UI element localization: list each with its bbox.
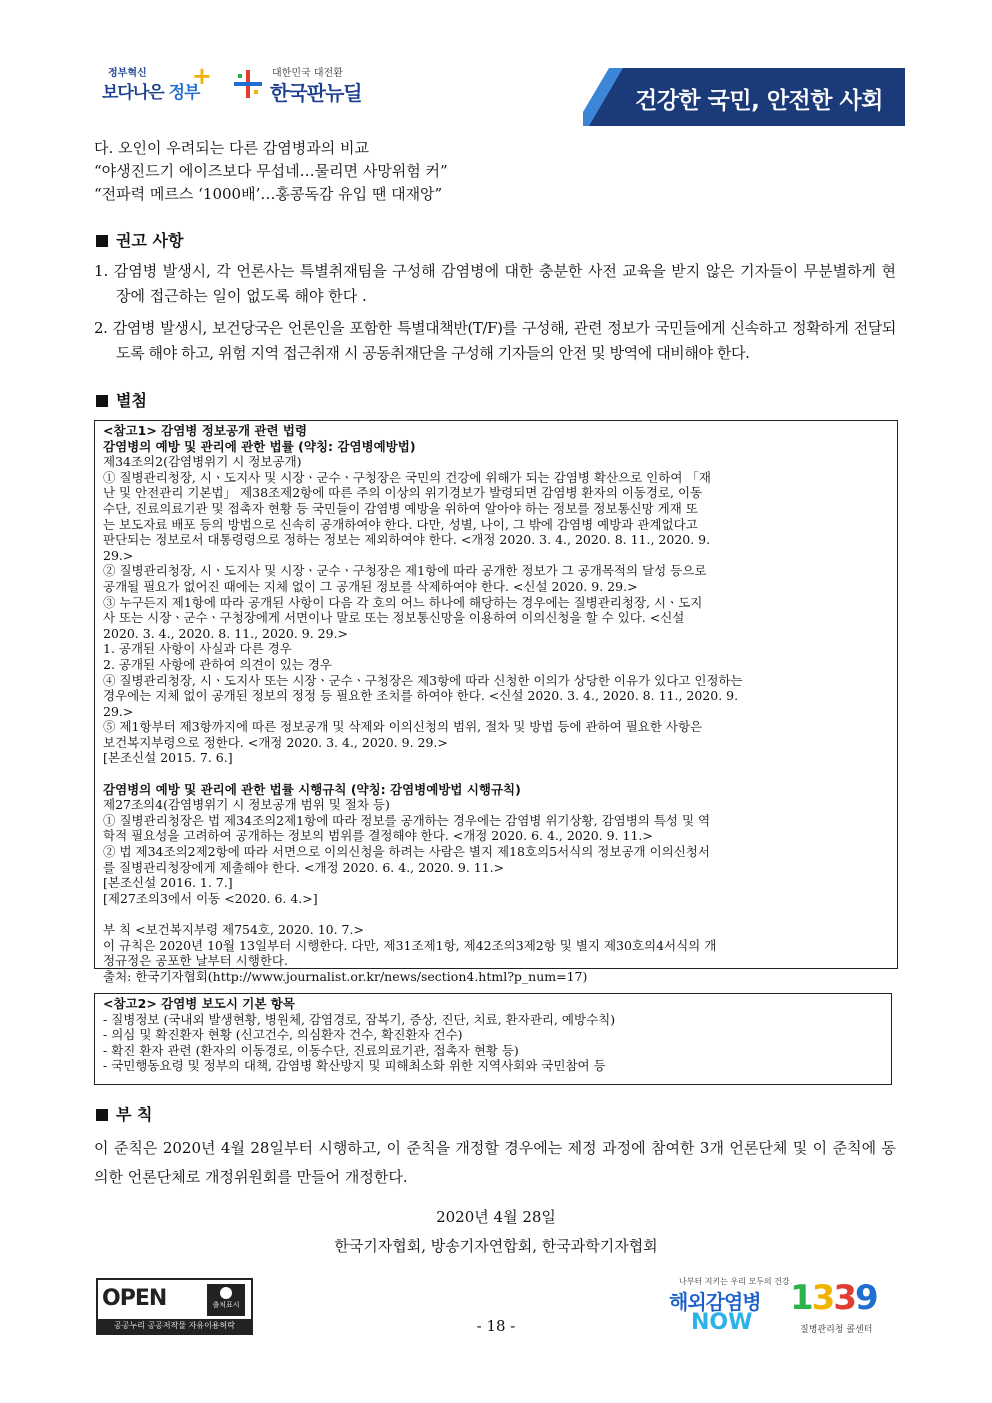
box2-line: - 확진 환자 관련 (환자의 이동경로, 이동수단, 진료의료기관, 접촉자 현황 등) — [103, 1042, 519, 1058]
section-title: 권고 사항 — [116, 231, 184, 250]
header-banner — [583, 68, 905, 126]
box1-line: 보건복지부령으로 정한다. <개정 2020. 3. 4., 2020. 9. 29.> — [103, 734, 448, 750]
korean-new-deal-logo — [232, 64, 382, 104]
box1-line: 정규정은 공포한 날부터 시행한다. — [103, 953, 288, 969]
box1-line: 부 칙 <보건복지부령 제754호, 2020. 10. 7.> — [103, 922, 364, 937]
recommend-item-1-text: 1. 감염병 발생시, 각 언론사는 특별취재팀을 구성해 감염병에 대한 충분한 사전 교육을 받지 않은 기자들이 무분별하게 현장에 접근하는 일이 없도록 해야 한다 . — [94, 262, 896, 305]
section-heading-supplement — [96, 1102, 152, 1125]
logo-gov-small: 정부혁신 — [108, 68, 147, 79]
recommend-item-2-text: 2. 감염병 발생시, 보건당국은 언론인을 포함한 특별대책반(T/F)를 구성해, 관련 정보가 국민들에게 신속하고 정확하게 전달되도록 해야 하고, 위험 지역 접근취재 시 공동취재단을 구성해 기자들의 안전 및 방역에 대비해야 한다. — [94, 319, 896, 362]
box1-line: 판단되는 정보로서 대통령령으로 정하는 정보는 제외하여야 한다. <개정 2020. 3. 4., 2020. 8. 11., 2020. 9. — [103, 532, 711, 548]
page-number: - 18 - — [476, 1317, 516, 1335]
open-foot: 공공누리 공공저작물 자유이용허락 — [98, 1319, 251, 1333]
logo3-small: 나부터 지키는 우리 모두의 건강 — [679, 1277, 790, 1286]
box1-line: 출처: 한국기자협회(http://www.journalist.or.kr/news/section4.html?p_num=17) — [103, 968, 588, 984]
logo4-caption: 질병관리청 콜센터 — [800, 1325, 873, 1335]
box1-line: ④ 질병관리청장, 시ㆍ도지사 또는 시장ㆍ군수ㆍ구청장은 제3항에 따라 신청한 이의가 상당한 이유가 있다고 인정하는 — [103, 672, 743, 688]
digit-1: 1 — [790, 1278, 812, 1318]
box1-line: 를 질병관리청장에게 제출해야 한다. <개정 2020. 6. 4., 2020. 9. 11.> — [103, 859, 505, 875]
intro-line-1: 다. 오인이 우려되는 다른 감염병과의 비교 — [94, 139, 369, 157]
logo-gov-big-a: 보다나은 — [102, 83, 164, 103]
box1-line: 는 보도자료 배포 등의 방법으로 신속히 공개하여야 한다. 다만, 성별, 나이, 그 밖에 감염병 예방과 관계없다고 — [103, 516, 698, 532]
box1-line: 경우에는 지체 없이 공개된 정보의 정정 등 필요한 조치를 하여야 한다. <신설 2020. 3. 4., 2020. 8. 11., 2020. 9. — [103, 688, 739, 704]
box1-line: ⑤ 제1항부터 제3항까지에 따른 정보공개 및 삭제와 이의신청의 범위, 절차 및 방법 등에 관하여 필요한 사항은 — [103, 719, 703, 735]
banner-text: 건강한 국민, 안전한 사회 — [635, 88, 883, 114]
box2-line: - 의심 및 확진환자 현황 (신고건수, 의심환자 건수, 확진환자 건수) — [103, 1027, 463, 1043]
reference-box-1 — [94, 420, 898, 984]
recommend-item-2 — [94, 316, 896, 366]
logo-newdeal-small: 대한민국 대전환 — [272, 68, 343, 79]
box1-line: 29.> — [103, 703, 134, 719]
box1-line: 1. 공개된 사항이 사실과 다른 경우 — [103, 641, 292, 657]
box1-line: 사 또는 시장ㆍ군수ㆍ구청장에게 서면이나 말로 또는 정보통신망을 이용하여 이의신청을 할 수 있다. <신설 — [103, 610, 685, 626]
box1-line: ② 질병관리청장, 시ㆍ도지사 및 시장ㆍ군수ㆍ구청장은 제1항에 따라 공개한 정보가 그 공개목적의 달성 등으로 — [103, 563, 707, 579]
logo4-number — [790, 1278, 877, 1318]
square-bullet-icon — [96, 235, 108, 247]
plus-icon: + — [191, 62, 212, 90]
square-bullet-icon — [96, 395, 108, 407]
section-heading-recommend — [96, 228, 183, 251]
box1-line: 난 및 안전관리 기본법」 제38조제2항에 따른 주의 이상의 위기경보가 발령되면 감염병 환자의 이동경로, 이동 — [103, 485, 703, 501]
open-label: OPEN — [102, 1286, 167, 1311]
box1-line: 2020. 3. 4., 2020. 8. 11., 2020. 9. 29.> — [103, 625, 349, 641]
box1-line: [본조신설 2015. 7. 6.] — [103, 750, 233, 766]
box1-line: [제27조의3에서 이동 <2020. 6. 4.>] — [103, 890, 318, 906]
section-heading-appendix — [96, 388, 147, 411]
digit-4: 9 — [855, 1278, 877, 1318]
box1-line: ① 질병관리청장, 시ㆍ도지사 및 시장ㆍ군수ㆍ구청장은 국민의 건강에 위해가 되는 감염병 확산으로 인하여 「재 — [103, 469, 711, 485]
supplement-text: 이 준칙은 2020년 4월 28일부터 시행하고, 이 준칙을 개정할 경우에는 제정 과정에 참여한 3개 언론단체 및 이 준칙에 동의한 언론단체로 개정위원회를 만들어 개정한다. — [94, 1139, 896, 1186]
box1-line: ② 법 제34조의2제2항에 따라 서면으로 이의신청을 하려는 사람은 별지 제18호의5서식의 정보공개 이의신청서 — [103, 844, 710, 860]
box1-line: 감염병의 예방 및 관리에 관한 법률 (약칭: 감염병예방법) — [103, 438, 416, 454]
logo-newdeal-big: 한국판뉴딜 — [270, 81, 362, 105]
box1-line: 2. 공개된 사항에 관하여 의견이 있는 경우 — [103, 656, 332, 672]
box1-line: 학적 필요성을 고려하여 공개하는 정보의 범위를 결정해야 한다. <개정 2020. 6. 4., 2020. 9. 11.> — [103, 828, 653, 844]
box1-line — [103, 906, 889, 922]
box1-line: 제27조의4(감염병위기 시 정보공개 범위 및 절차 등) — [103, 797, 390, 813]
section-title: 별첨 — [116, 391, 147, 410]
box1-line: 29.> — [103, 547, 134, 563]
square-bullet-icon — [96, 1109, 108, 1121]
logo3-now: NOW — [691, 1310, 753, 1335]
box1-line: 수단, 진료의료기관 및 접촉자 현황 등 국민들이 감염병 예방을 위하여 알아야 하는 정보를 정보통신망 게재 또 — [103, 500, 698, 516]
kdca-1339-logo — [790, 1278, 900, 1338]
box1-line: [본조신설 2016. 1. 7.] — [103, 875, 233, 891]
logo-gov-big-b: 정부 — [168, 83, 200, 103]
recommend-item-1 — [94, 259, 896, 309]
box1-line: ③ 누구든지 제1항에 따라 공개된 사항이 다음 각 호의 어느 하나에 해당하는 경우에는 질병관리청장, 시ㆍ도지 — [103, 594, 703, 610]
box1-line — [103, 766, 889, 782]
box1-line: 이 규칙은 2020년 10월 13일부터 시행한다. 다만, 제31조제1항, 제42조의3제2항 및 별지 제30호의4서식의 개 — [103, 937, 717, 953]
section-title: 부 칙 — [116, 1105, 153, 1124]
overseas-infectious-now-logo — [667, 1276, 790, 1338]
date: 2020년 4월 28일 — [436, 1208, 556, 1226]
box2-line: - 국민행동요령 및 정부의 대책, 감염병 확산방지 및 피해최소화 위한 지역사회와 국민참여 등 — [103, 1058, 606, 1074]
box1-line: 제34조의2(감염병위기 시 정보공개) — [103, 454, 302, 470]
box1-line: 감염병의 예방 및 관리에 관한 법률 시행규칙 (약칭: 감염병예방법 시행규칙) — [103, 781, 521, 797]
organizations: 한국기자협회, 방송기자연합회, 한국과학기자협회 — [334, 1237, 658, 1255]
open-badge-text: 출처표시 — [212, 1301, 240, 1309]
digit-3: 3 — [833, 1278, 856, 1318]
new-deal-mark-icon — [232, 68, 264, 100]
box1-line: ① 질병관리청장은 법 제34조의2제1항에 따라 정보를 공개하는 경우에는 감염병 위기상황, 감염병의 특성 및 역 — [103, 812, 711, 828]
logo3-big: 해외감염병 — [669, 1290, 761, 1314]
box2-line: - 질병정보 (국내외 발생현황, 병원체, 감염경로, 잠복기, 증상, 진단, 치료, 환자관리, 예방수칙) — [103, 1011, 616, 1027]
digit-2: 3 — [811, 1278, 834, 1318]
attribution-icon — [207, 1284, 245, 1316]
box1-line: 공개될 필요가 없어진 때에는 지체 없이 그 공개된 정보를 삭제하여야 한다. <신설 2020. 9. 29.> — [103, 578, 638, 594]
reference-box-2 — [94, 993, 892, 1085]
intro-line-3: “전파력 메르스 ‘1000배’…홍콩독감 유입 땐 대재앙” — [94, 185, 443, 203]
logo-gov-big — [102, 78, 199, 103]
intro-line-2: “야생진드기 에이즈보다 무섭네…물리면 사망위험 커” — [94, 162, 448, 180]
gov-innovation-logo — [102, 62, 212, 108]
box2-line: <참고2> 감염병 보도시 기본 항목 — [103, 996, 295, 1011]
box1-line: <참고1> 감염병 정보공개 관련 법령 — [103, 423, 308, 438]
person-icon — [220, 1287, 232, 1299]
